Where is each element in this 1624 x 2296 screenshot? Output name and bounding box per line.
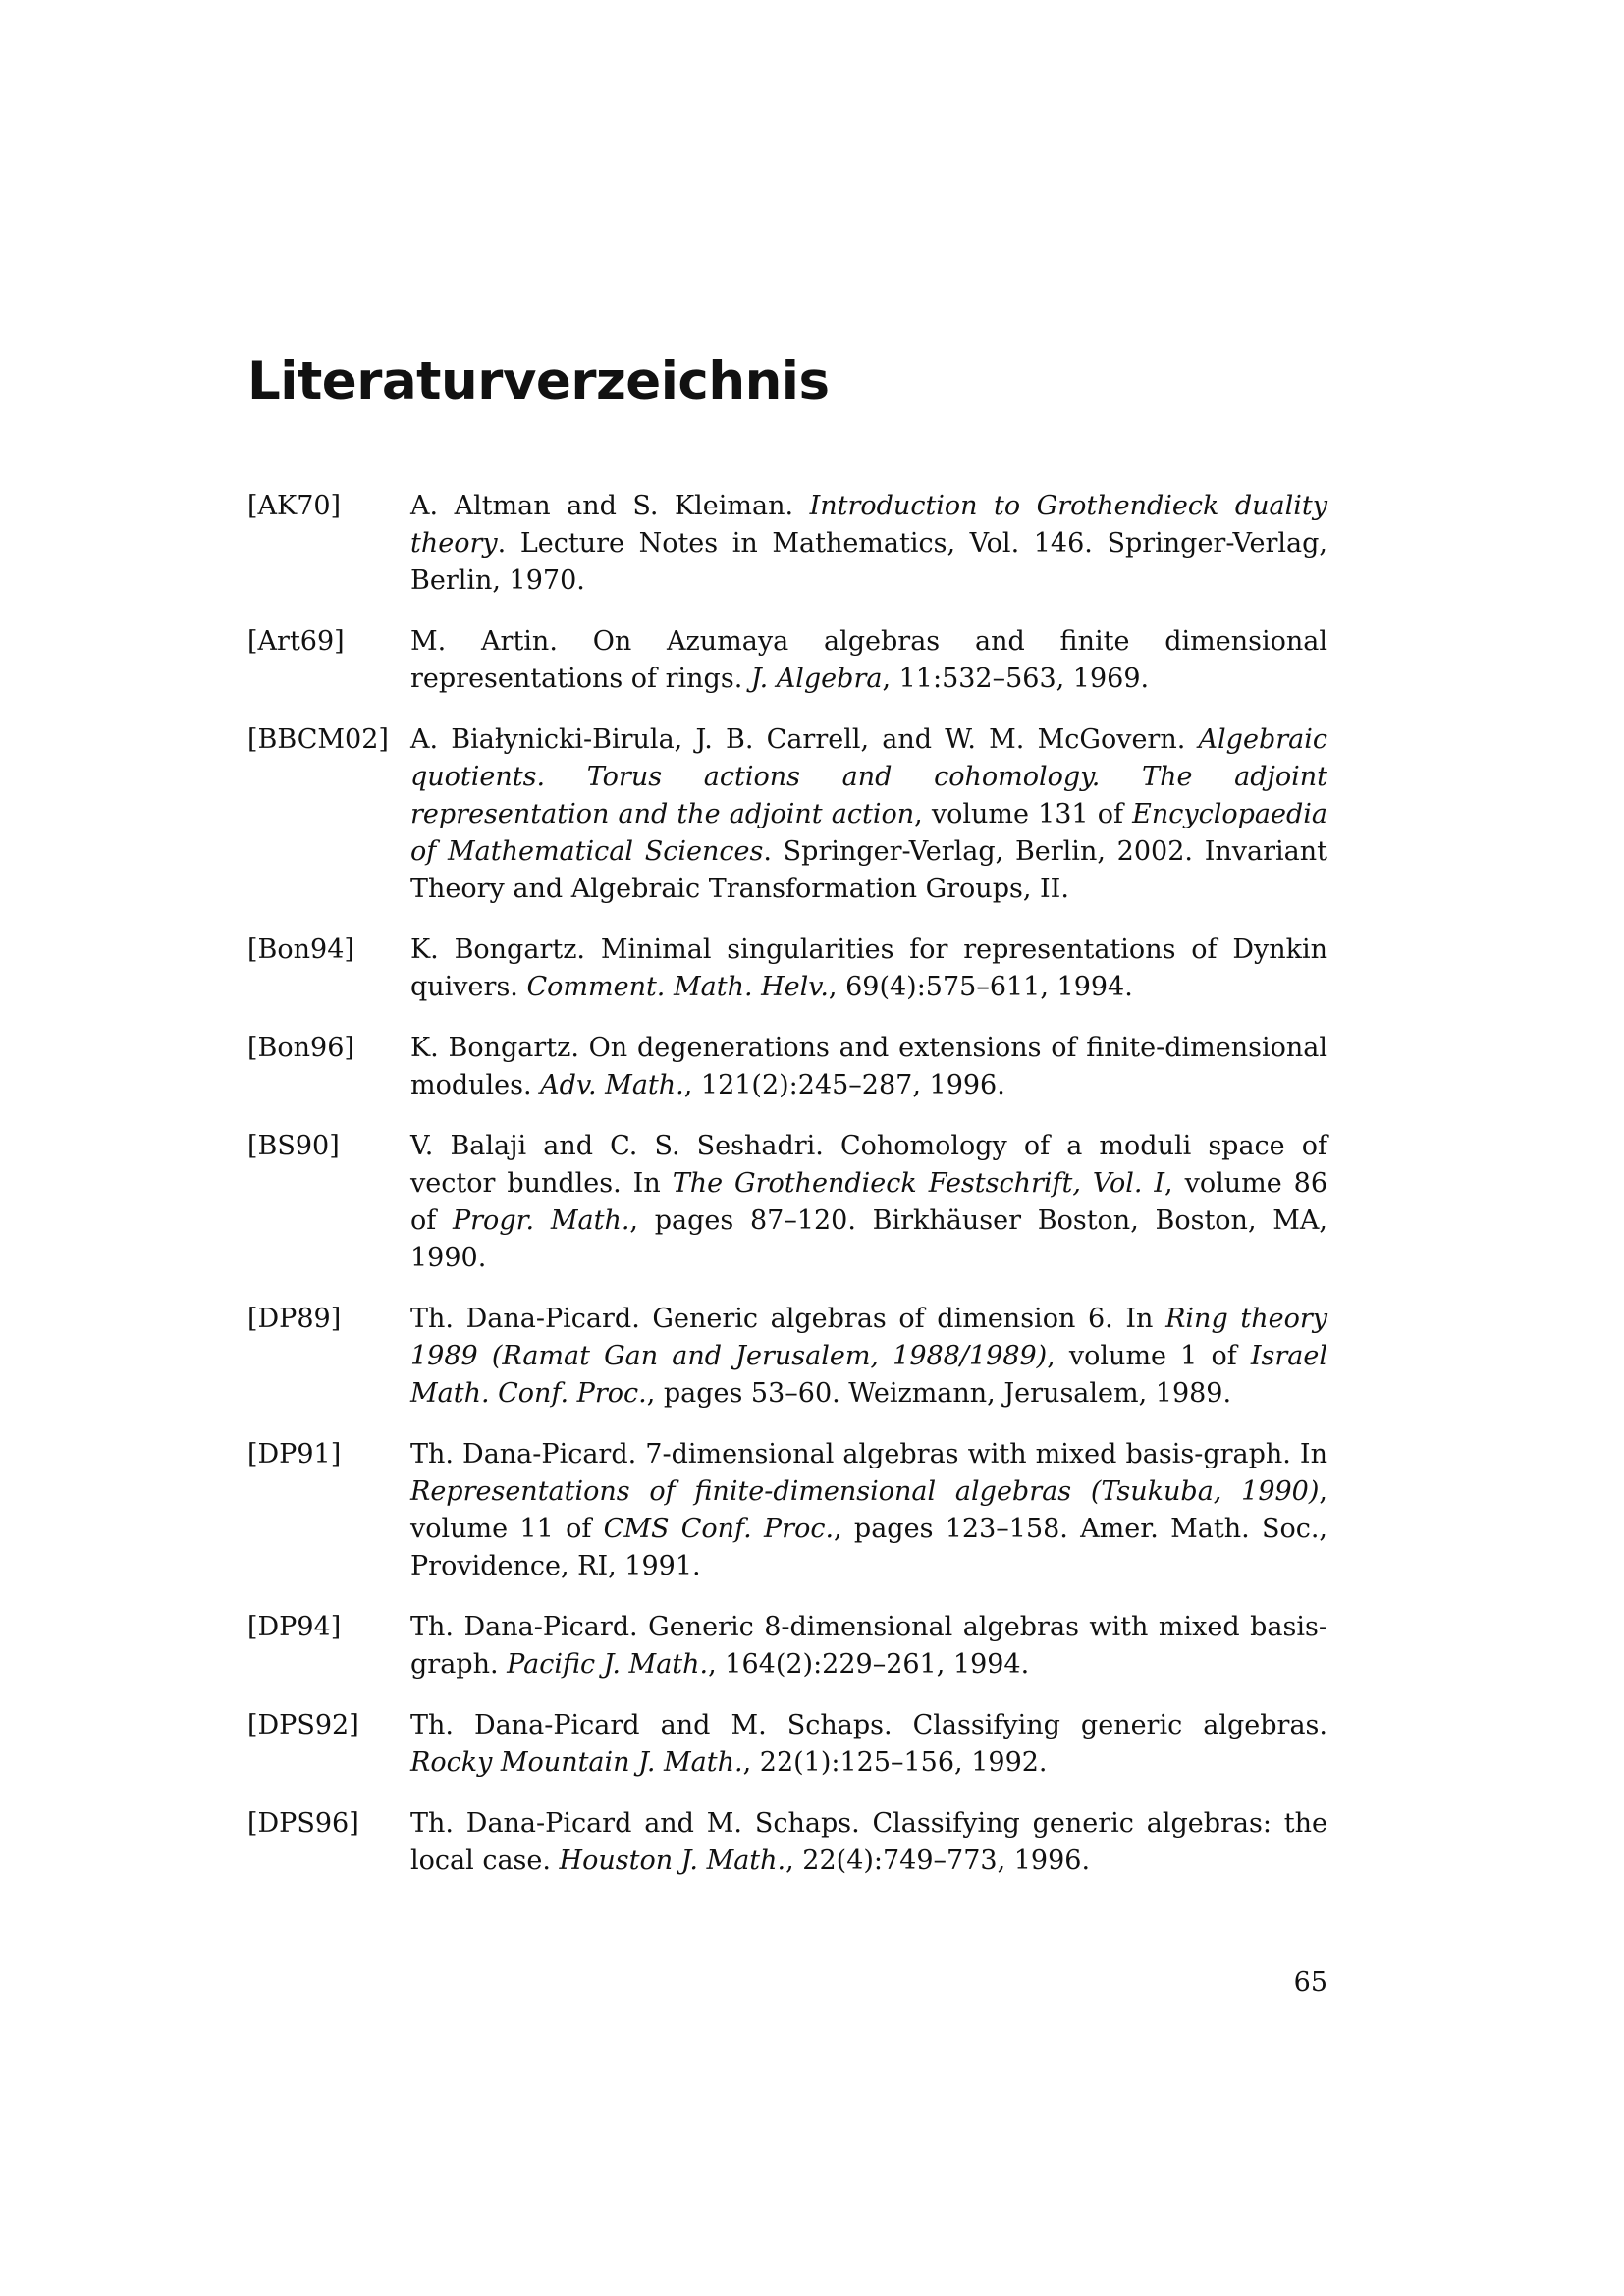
citation-title-segment: CMS Conf. Proc. <box>603 1514 835 1544</box>
citation-segment: . Lecture Notes in Mathematics, Vol. 146. Springer-Verlag, Berlin, 1970. <box>410 528 1327 596</box>
citation-segment: , 22(1):125–156, 1992. <box>742 1747 1048 1778</box>
citation-segment: Th. Dana-Picard. Generic 8-dimensional algebras with mixed basis-graph. <box>410 1612 1327 1680</box>
bibliography-entry <box>247 1301 1327 1413</box>
citation-text <box>410 932 1327 1006</box>
bibliography-entry <box>247 932 1327 1006</box>
citation-text <box>410 1030 1327 1104</box>
bibliography-entry <box>247 488 1327 600</box>
citation-segment: V. Balaji and C. S. Seshadri. Cohomology of a moduli space of vector bundles. In <box>410 1131 1327 1199</box>
citation-title-segment: Pacific J. Math. <box>507 1649 709 1680</box>
citation-key: [AK70] <box>247 491 342 521</box>
citation-segment: Th. Dana-Picard. Generic algebras of dimension 6. In <box>410 1304 1166 1334</box>
bibliography-entry <box>247 1707 1327 1782</box>
citation-segment: , 69(4):575–611, 1994. <box>828 972 1133 1002</box>
chapter-title: Literaturverzeichnis <box>247 351 830 411</box>
citation-key: [BBCM02] <box>247 724 389 755</box>
citation-segment: . Springer-Verlag, Berlin, 2002. Invariant Theory and Algebraic Transformation Groups, II. <box>410 836 1327 904</box>
citation-key: [DP89] <box>247 1304 342 1334</box>
citation-title-segment: J. Algebra <box>750 664 883 694</box>
citation-text <box>410 1301 1327 1413</box>
bibliography-entry <box>247 721 1327 908</box>
citation-segment: , 22(4):749–773, 1996. <box>785 1845 1091 1876</box>
citation-segment: K. Bongartz. On degenerations and extensions of finite-dimensional modules. <box>410 1033 1327 1100</box>
citation-segment: K. Bongartz. Minimal singularities for representations of Dynkin quivers. <box>410 934 1327 1002</box>
citation-title-segment: Introduction to Grothendieck duality theory <box>410 491 1327 559</box>
citation-key: [DP91] <box>247 1439 342 1469</box>
citation-title-segment: Israel Math. Conf. Proc. <box>410 1341 1327 1409</box>
citation-segment: , pages 87–120. Birkhäuser Boston, Boston, MA, 1990. <box>410 1205 1327 1273</box>
citation-segment: A. Altman and S. Kleiman. <box>410 491 810 521</box>
citation-title-segment: Ring theory 1989 (Ramat Gan and Jerusalem, 1988/1989) <box>410 1304 1328 1371</box>
citation-key: [Bon94] <box>247 934 354 965</box>
bibliography-entry <box>247 1030 1327 1104</box>
citation-segment: , volume 86 of <box>410 1168 1328 1236</box>
citation-title-segment: Comment. Math. Helv. <box>526 972 829 1002</box>
citation-title-segment: Encyclopaedia of Mathematical Sciences <box>410 799 1327 867</box>
citation-text <box>410 721 1327 908</box>
citation-key: [DPS92] <box>247 1710 359 1740</box>
citation-title-segment: Adv. Math. <box>540 1070 684 1100</box>
citation-key: [DPS96] <box>247 1808 359 1839</box>
citation-segment: A. Białynicki-Birula, J. B. Carrell, and W. M. McGovern. <box>410 724 1199 755</box>
citation-title-segment: Houston J. Math. <box>559 1845 786 1876</box>
bibliography-entry <box>247 1436 1327 1585</box>
citation-key: [BS90] <box>247 1131 340 1161</box>
citation-segment: , pages 123–158. Amer. Math. Soc., Providence, RI, 1991. <box>410 1514 1328 1581</box>
citation-segment: , pages 53–60. Weizmann, Jerusalem, 1989. <box>646 1378 1232 1409</box>
citation-title-segment: Progr. Math. <box>452 1205 630 1236</box>
bibliography-entry <box>247 1805 1327 1880</box>
citation-segment: M. Artin. On Azumaya algebras and finite dimensional representations of rings. <box>410 626 1327 694</box>
citation-key: [Bon96] <box>247 1033 354 1063</box>
citation-segment: , volume 1 of <box>1047 1341 1251 1371</box>
bibliography-list <box>247 488 1327 1903</box>
citation-text <box>410 488 1327 600</box>
bibliography-entry <box>247 1609 1327 1683</box>
citation-text <box>410 1436 1327 1585</box>
citation-text <box>410 1609 1327 1683</box>
citation-segment: , 164(2):229–261, 1994. <box>708 1649 1030 1680</box>
citation-text <box>410 1128 1327 1277</box>
citation-text <box>410 1707 1327 1782</box>
citation-segment: Th. Dana-Picard and M. Schaps. Classifying generic algebras: the local case. <box>410 1808 1327 1876</box>
bibliography-entry <box>247 1128 1327 1277</box>
citation-segment: , 11:532–563, 1969. <box>882 664 1150 694</box>
citation-segment: Th. Dana-Picard and M. Schaps. Classifying generic algebras. <box>410 1710 1327 1740</box>
citation-segment: , volume 11 of <box>410 1476 1327 1544</box>
citation-text <box>410 623 1327 698</box>
citation-title-segment: Rocky Mountain J. Math. <box>410 1747 743 1778</box>
bibliography-entry <box>247 623 1327 698</box>
citation-title-segment: Representations of finite-dimensional algebras (Tsukuba, 1990) <box>410 1476 1320 1507</box>
citation-text <box>410 1805 1327 1880</box>
citation-key: [Art69] <box>247 626 345 657</box>
page-number: 65 <box>1293 1967 1327 1998</box>
citation-title-segment: Algebraic quotients. Torus actions and cohomology. The adjoint representation and the adjoint action <box>410 724 1327 829</box>
citation-title-segment: The Grothendieck Festschrift, Vol. I <box>672 1168 1165 1199</box>
citation-segment: , volume 131 of <box>914 799 1133 829</box>
citation-key: [DP94] <box>247 1612 342 1642</box>
citation-segment: , 121(2):245–287, 1996. <box>683 1070 1005 1100</box>
citation-segment: Th. Dana-Picard. 7-dimensional algebras with mixed basis-graph. In <box>410 1439 1327 1469</box>
